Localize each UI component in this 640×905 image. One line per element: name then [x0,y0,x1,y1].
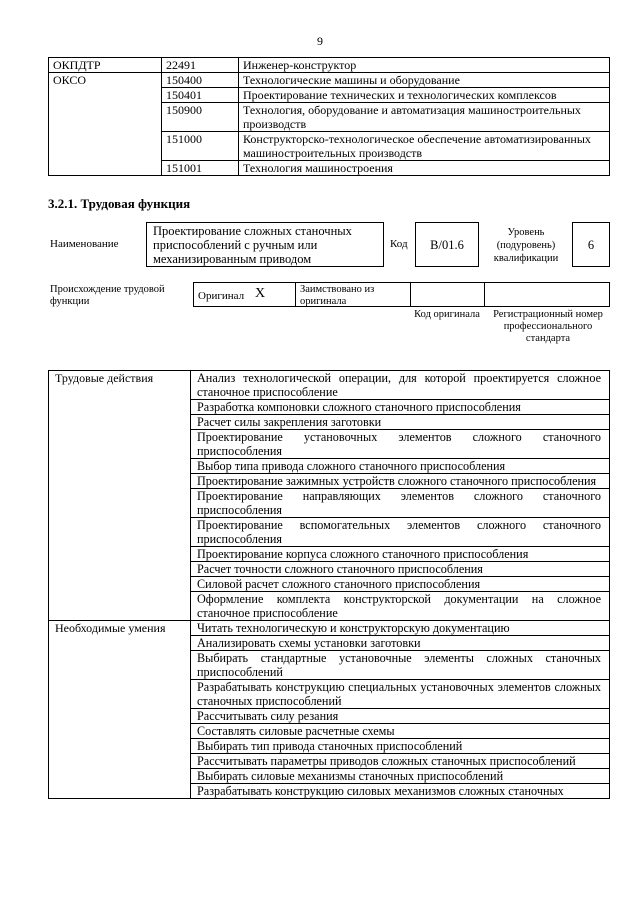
original-label: Оригинал [198,290,245,302]
list-item: Читать технологическую и конструкторскую документацию [191,621,610,636]
classifier-name: Инженер-конструктор [239,58,610,73]
list-item: Оформление комплекта конструкторской документации на сложное станочное приспособление [191,592,610,621]
classifier-code: 151000 [162,132,239,161]
list-item: Выбирать силовые механизмы станочных приспособлений [191,769,610,784]
divider [295,283,296,306]
classifier-code: 150401 [162,88,239,103]
list-item: Выбор типа привода сложного станочного приспособления [191,459,610,474]
list-item: Проектирование установочных элементов сложного станочного приспособления [191,430,610,459]
function-name-value: Проектирование сложных станочных приспособлений с ручным или механизированным приводом [153,224,352,266]
borrowed-label: Заимствовано из оригинала [300,284,375,307]
section-heading: 3.2.1. Трудовая функция [48,196,191,211]
list-item: Проектирование направляющих элементов сложного станочного приспособления [191,489,610,518]
classifier-code: 22491 [162,58,239,73]
code-box [415,222,479,267]
origin-row [193,282,610,307]
function-name-box [146,222,384,267]
divider [484,283,485,306]
classifier-system: ОКПДТР [49,58,162,73]
list-item: Проектирование зажимных устройств сложного станочного приспособления [191,474,610,489]
list-item: Анализ технологической операции, для которой проектируется сложное станочное приспособление [191,371,610,400]
classification-row [49,58,610,73]
list-item: Выбирать тип привода станочных приспособлений [191,739,610,754]
list-item: Разрабатывать конструкцию силовых механизмов сложных станочных [191,784,610,799]
classifier-name: Технология машиностроения [239,161,610,176]
classifier-name: Конструкторско-технологическое обеспечение автоматизированных машиностроительных производств [239,132,610,161]
labor-actions-label: Трудовые действия [49,371,191,621]
classifier-name: Технологические машины и оборудование [239,73,610,88]
table-row [49,621,610,636]
classification-table [48,57,610,176]
list-item: Проектирование корпуса сложного станочного приспособления [191,547,610,562]
classifier-name: Проектирование технических и технологических комплексов [239,88,610,103]
classifier-code: 150400 [162,73,239,88]
skills-label: Необходимые умения [49,621,191,799]
divider [410,283,411,306]
list-item: Анализировать схемы установки заготовки [191,636,610,651]
original-mark: X [255,286,266,301]
list-item: Рассчитывать силу резания [191,709,610,724]
code-value: B/01.6 [430,238,464,252]
page-number: 9 [317,34,323,48]
list-item: Силовой расчет сложного станочного приспособления [191,577,610,592]
classifier-system: ОКСО [49,73,162,176]
level-value: 6 [587,238,595,252]
list-item: Проектирование вспомогательных элементов сложного станочного приспособления [191,518,610,547]
list-item: Разрабатывать конструкцию специальных установочных элементов сложных станочных приспособлений [191,680,610,709]
list-item: Составлять силовые расчетные схемы [191,724,610,739]
classifier-code: 151001 [162,161,239,176]
list-item: Разработка компоновки сложного станочного приспособления [191,400,610,415]
list-item: Рассчитывать параметры приводов сложных станочных приспособлений [191,754,610,769]
classifier-name: Технология, оборудование и автоматизация машиностроительных производств [239,103,610,132]
code-label: Код [390,238,408,250]
list-item: Расчет силы закрепления заготовки [191,415,610,430]
function-name-label: Наименование [50,238,119,250]
origin-label: Происхождение трудовой функции [50,284,165,307]
classification-row [49,73,610,88]
level-box [572,222,610,267]
reg-number-caption: Регистрационный номер профессионального стандарта [493,309,603,344]
level-label: Уровень (подуровень) квалификации [493,227,559,264]
list-item: Расчет точности сложного станочного приспособления [191,562,610,577]
code-original-caption: Код оригинала [414,309,480,320]
activity-table [48,370,610,799]
list-item: Выбирать стандартные установочные элементы сложных станочных приспособлений [191,651,610,680]
classifier-code: 150900 [162,103,239,132]
table-row [49,371,610,400]
